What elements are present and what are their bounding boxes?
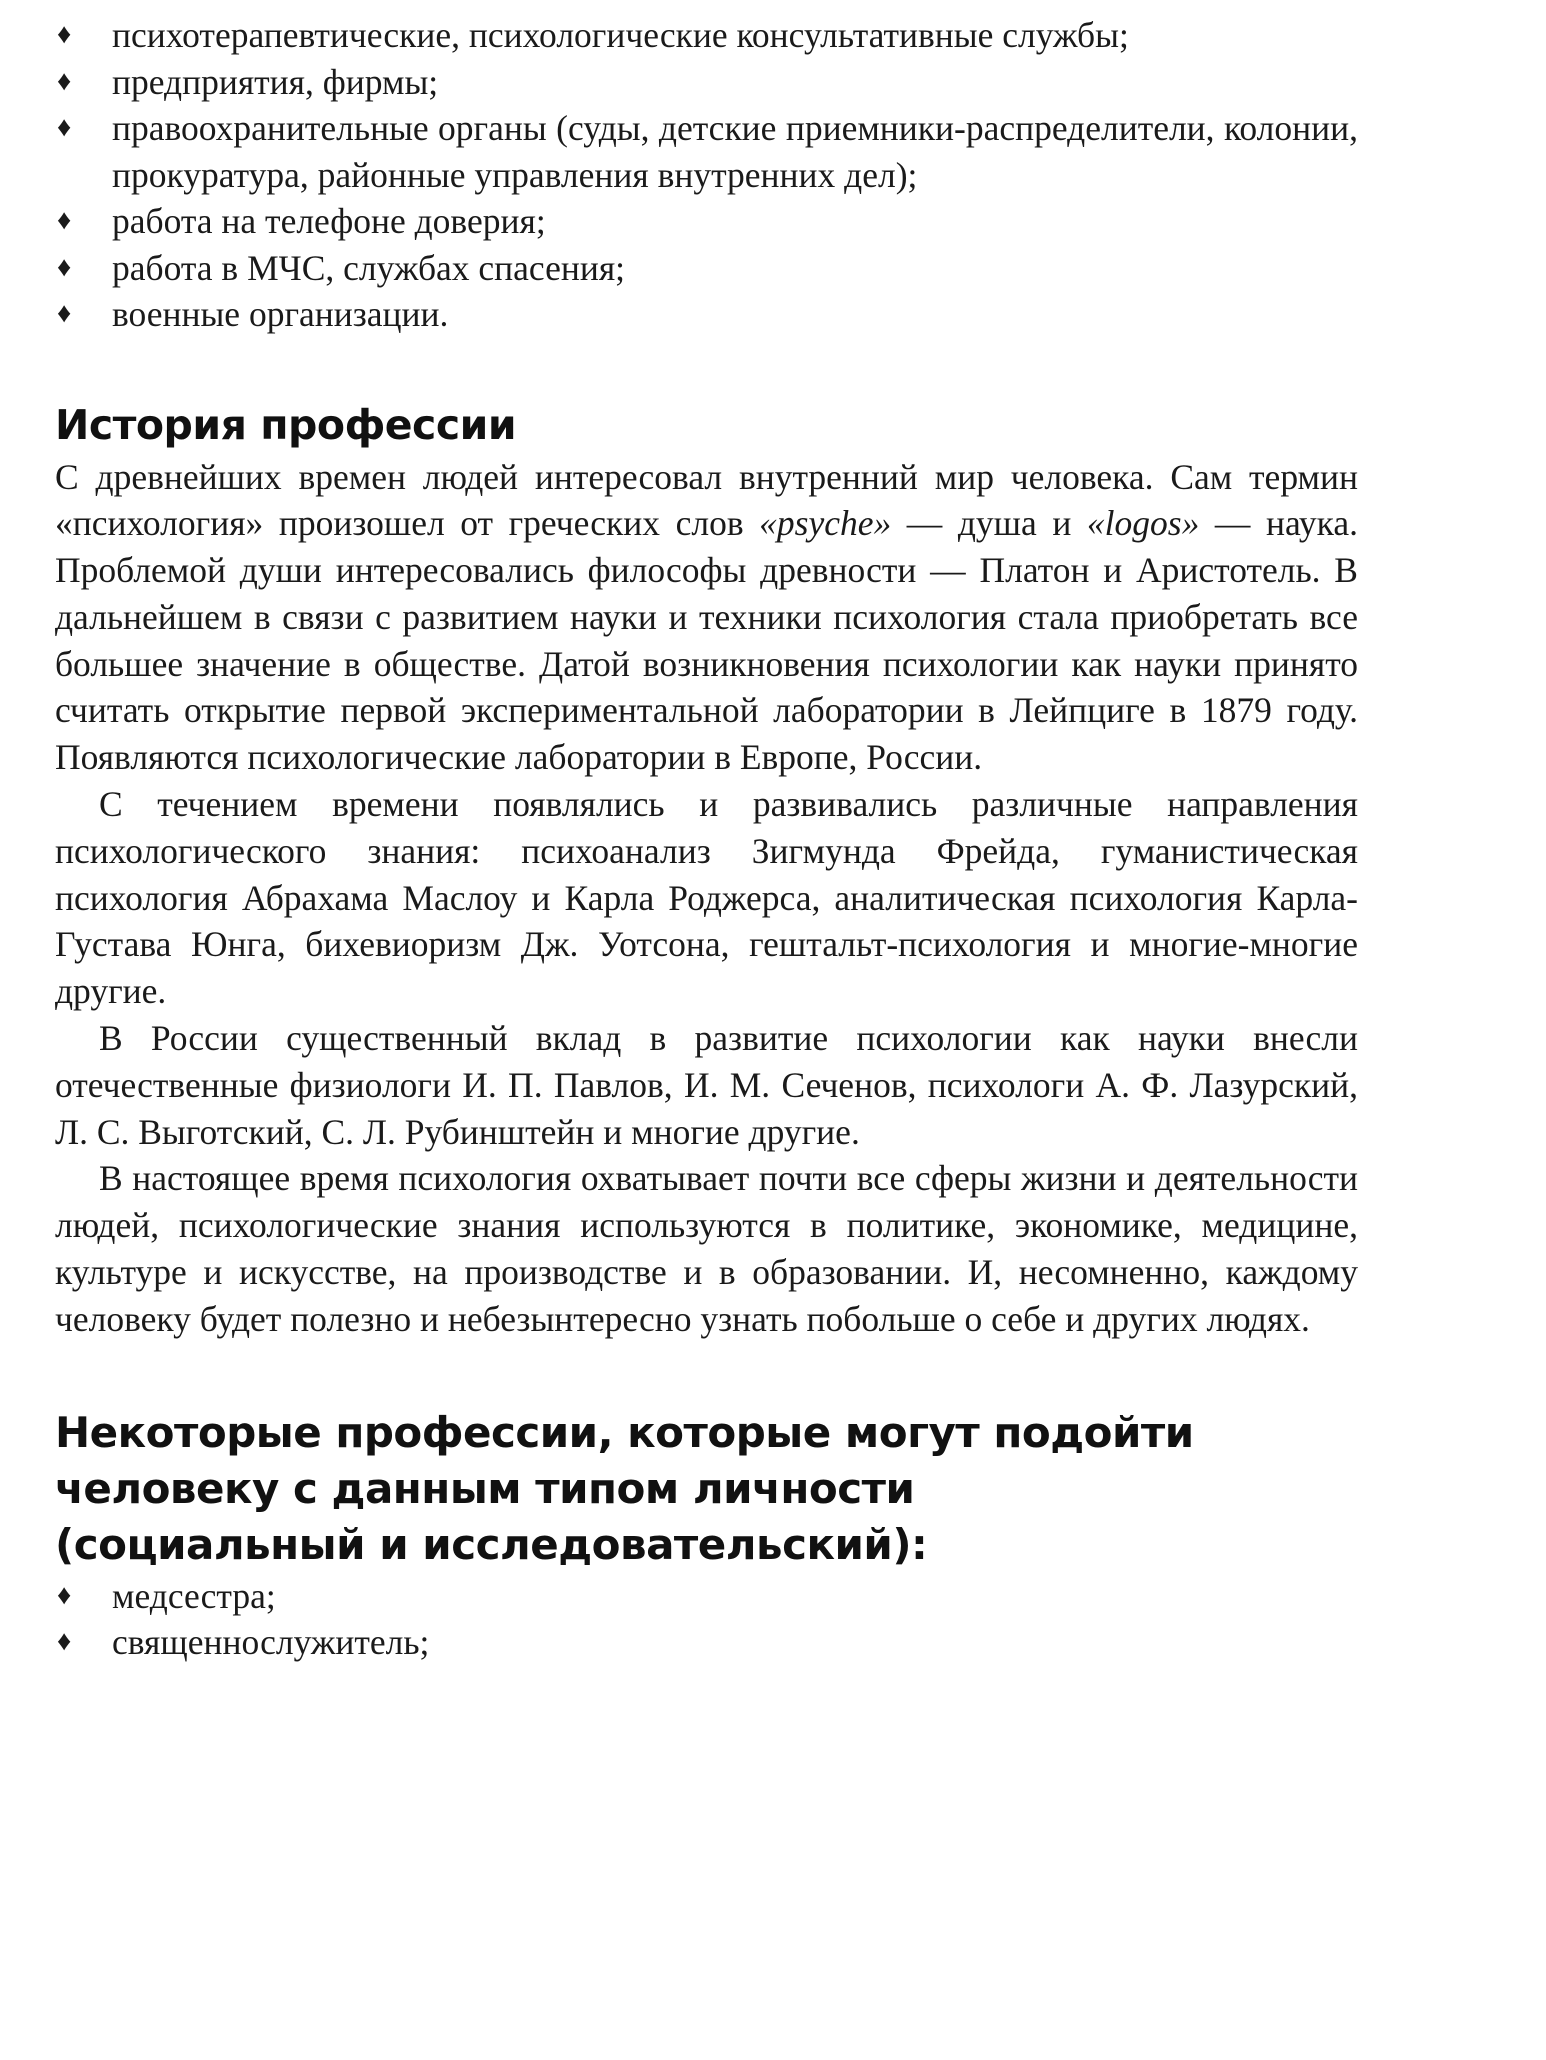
history-paragraph-2: С течением времени появлялись и развивались различные направления психологического знания: психоанализ Зигмунда Фрейда, гуманистическая психология Абрахама Маслоу и Карла Роджерса, аналитическая психология Карла-Густава Юнга, бихевиоризм Дж. Уотсона, гештальт-психология и многие-многие другие. (55, 784, 1358, 1012)
list-item: ♦ психотерапевтические, психологические консультативные службы; (55, 12, 1358, 59)
term-psyche: «psyche» (759, 503, 892, 544)
history-paragraph-1: С древнейших времен людей интересовал внутренний мир человека. Сам термин «психология» произошел от греческих слов «psyche» — душа и «logos» — наука. Проблемой души интересовались философы древности — Платон и Аристотель. В дальнейшем в связи с развитием науки и техники психология стала приобретать все большее значение в обществе. Датой возникновения психологии как науки принято считать открытие первой экспериментальной лаборатории в Лейпциге в 1879 году. Появляются психологические лаборатории в Европе, России. (55, 456, 1358, 778)
bullet-icon: ♦ (57, 298, 72, 329)
list-item: ♦ правоохранительные органы (суды, детские приемники-распределители, колонии, прокуратура, районные управления внутренних дел); (55, 105, 1358, 198)
workplace-list (55, 12, 1358, 338)
bullet-icon: ♦ (57, 205, 72, 236)
bullet-icon: ♦ (57, 19, 72, 50)
list-item: ♦ священнослужитель; (55, 1619, 1358, 1666)
professions-heading-line-1: Некоторые профессии, которые могут подойти (55, 1407, 1194, 1457)
list-item: ♦ работа на телефоне доверия; (55, 198, 1358, 245)
bullet-icon: ♦ (57, 251, 72, 283)
professions-heading-line-2: человеку с данным типом личности (55, 1463, 915, 1513)
list-item: ♦ медсестра; (55, 1573, 1358, 1620)
bullet-icon: ♦ (57, 1626, 72, 1658)
professions-heading (55, 1405, 1358, 1573)
bullet-icon: ♦ (57, 112, 72, 143)
term-logos: «logos» (1086, 503, 1200, 544)
history-paragraph-4: В настоящее время психология охватывает почти все сферы жизни и деятельности людей, психологические знания используются в политике, экономике, медицине, культуре и искусстве, на производстве и в образовании. И, несомненно, каждому человеку будет полезно и небезынтересно узнать побольше о себе и других людях. (55, 1158, 1358, 1339)
list-item: ♦ работа в МЧС, службах спасения; (55, 245, 1358, 292)
professions-list (55, 1573, 1358, 1666)
document-page (55, 12, 1358, 1666)
list-item: ♦ военные организации. (55, 291, 1358, 338)
history-heading: История профессии (55, 400, 517, 449)
history-text (55, 454, 1358, 1343)
professions-heading-line-3: (социальный и исследовательский): (55, 1519, 928, 1569)
list-item: ♦ предприятия, фирмы; (55, 59, 1358, 106)
bullet-icon: ♦ (57, 1579, 72, 1611)
history-paragraph-3: В России существенный вклад в развитие психологии как науки внесли отечественные физиологи И. П. Павлов, И. М. Сеченов, психологи А. Ф. Лазурский, Л. С. Выготский, С. Л. Рубинштейн и многие другие. (55, 1018, 1358, 1152)
bullet-icon: ♦ (57, 65, 72, 97)
